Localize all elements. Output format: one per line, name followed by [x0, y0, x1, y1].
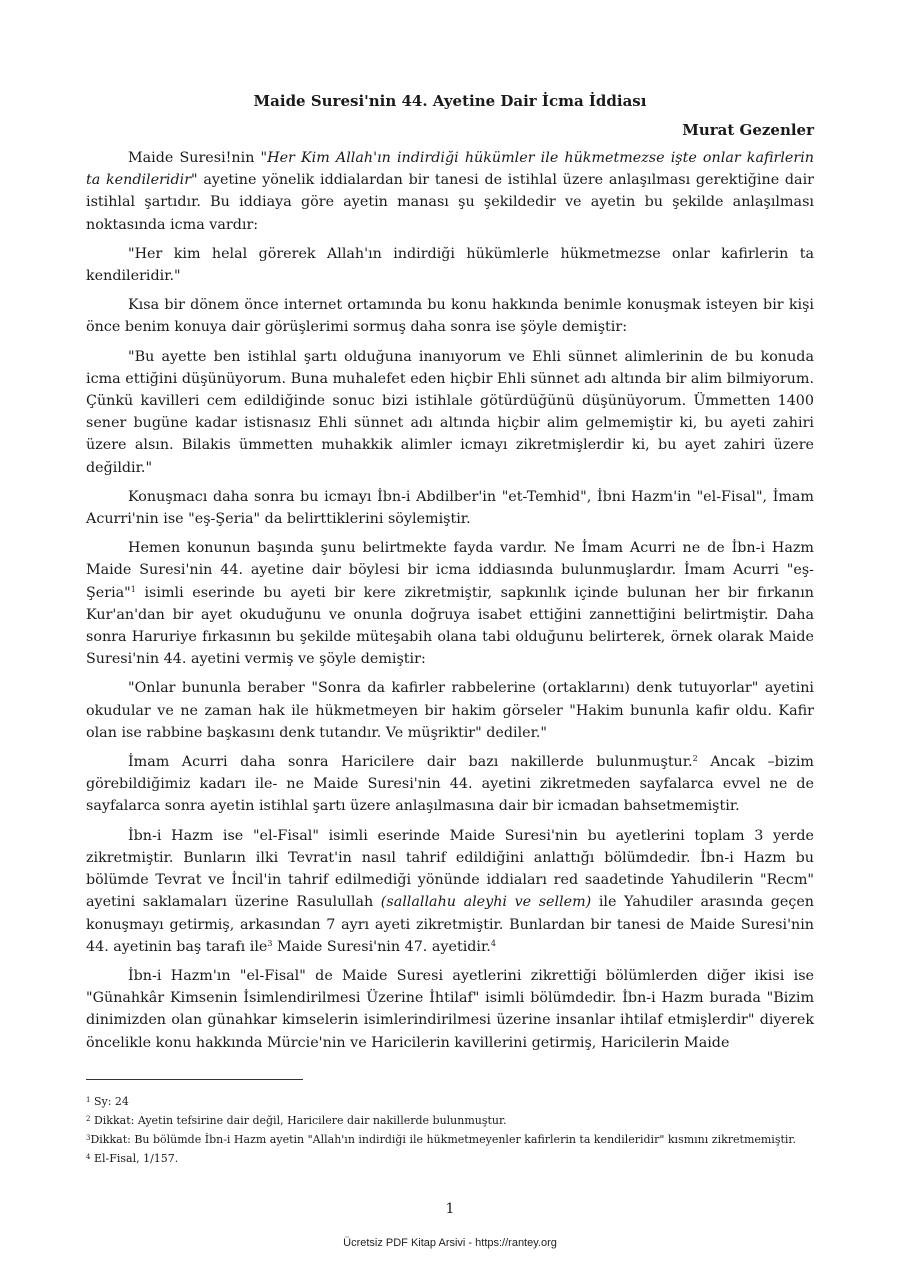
author-name: Murat Gezenler [682, 121, 814, 139]
footnote-2: $^2$ Dikkat: Ayetin tefsirine dair değil, Haricilere dair nakillerde bulunmuştur. [86, 1114, 507, 1127]
page-number: 1 [445, 1201, 455, 1217]
paragraph-4: "Bu ayette ben istihlal şartı olduğuna inanıyorum ve Ehli sünnet alimlerinin de bu konuda icma ettiğini düşünüyorum. Buna muhalefet eden hiçbir Ehli sünnet adı altında bir alim bilmiyorum. Çünkü kavilleri cem edildiğinde sonuc bizi istihlale götürdüğünü düşünüyorum. Ümmetten 1400 sener bugüne kadar istisnasız Ehli sünnet adı altında hiçbir alim gelmemiştir ki, bu ayeti zahiri üzere alsın. Bilakis ümmetten muhakkik alimler icmayı zikretmişlerdir ki, bu ayet zahiri üzere değildir." [86, 348, 814, 476]
footnote-4: $^4$ El-Fisal, 1/157. [86, 1152, 179, 1165]
body-text [86, 147, 814, 1061]
source-footer: Ücretsiz PDF Kitap Arsivi - https://rantey.org [343, 1237, 557, 1249]
quoted-verse: "Her Kim Allah'ın indirdiği hükümler ile hükmetmezse işte onlar kafirlerin ta kendileridir" [86, 150, 814, 189]
footnote-ref-1[interactable]: 1 [130, 584, 136, 594]
footnote-ref-4[interactable]: 4 [490, 938, 496, 948]
paragraph-10: İbn-i Hazm'ın "el-Fisal" de Maide Suresi ayetlerini zikrettiği bölümlerden diğer ikisi ise "Günahkâr Kimsenin İsimlendirilmesi Üzerine İhtilaf" isimli bölümdedir. İbn-i Hazm burada "Bizim dinimizden olan günahkar kimselerin isimlerindirilmesi üzerine insanlar ihtilaf etmişlerdir" diyerek öncelikle konu hakkında Mürcie'nin ve Haricilerin kavillerini getirmiş, Haricilerin Maide [86, 967, 814, 1051]
paragraph-5: Konuşmacı daha sonra bu icmayı İbn-i Abdilber'in "et-Temhid", İbni Hazm'in "el-Fisal", İmam Acurri'nin ise "eş-Şeria" da belirttiklerini söylemiştir. [86, 488, 814, 528]
paragraph-1: Maide Suresi!nin "Her Kim Allah'ın indirdiği hükümler ile hükmetmezse işte onlar kafirlerin ta kendileridir" ayetine yönelik iddialardan bir tanesi de istihlal üzere anlaşılması gerektiğine dair istihlal şartıdır. Bu iddiaya göre ayetin manası şu şekildedir ve ayetin bu şekilde anlaşılması noktasında icma vardır: [86, 150, 814, 233]
paragraph-9: İbn-i Hazm ise "el-Fisal" isimli eserinde Maide Suresi'nin bu ayetlerini toplam 3 yerde zikretmiştir. Bunların ilki Tevrat'in nasıl tahrif edildiğini anlattığı bölümdedir. İbn-i Hazm bu bölümde Tevrat ve İncil'in tahrif edilmediği yönünde iddiaları red saadetinde Yahudilerin "Recm" ayetini saklamaları üzerine Rasulullah (sallallahu aleyhi ve sellem) ile Yahudiler arasında geçen konuşmayı getirmiş, arkasından 7 ayrı ayeti zikretmiştir. Bunlardan bir tanesi de Maide Suresi'nin 44. ayetinin baş tarafı ile$^3$ Maide Suresi'nin 47. ayetidir.$^4$ [86, 827, 814, 955]
document-title: Maide Suresi'nin 44. Ayetine Dair İcma İddiası [253, 92, 647, 110]
footnotes [86, 1094, 814, 1170]
paragraph-3: Kısa bir dönem önce internet ortamında bu konu hakkında benimle konuşmak isteyen bir kişi önce benim konuya dair görüşlerimi sormuş daha sonra ise şöyle demiştir: [86, 297, 814, 336]
footnote-3: $^3$Dikkat: Bu bölümde İbn-i Hazm ayetin "Allah'ın indirdiği ile hükmetmeyenler kafirlerin ta kendileridir" kısmını zikretmemiştir. [86, 1133, 796, 1146]
footnote-ref-2[interactable]: 2 [692, 754, 698, 764]
paragraph-6: Hemen konunun başında şunu belirtmekte fayda vardır. Ne İmam Acurri ne de İbn-i Hazm Maide Suresi'nin 44. ayetine dair böylesi bir icma iddiasında bulunmuşlardır. İmam Acurri "eş-Şeria"$^1$ isimli eserinde bu ayeti bir kere zikretmiştir, sapkınlık içinde bulunan her bir fırkanın Kur'an'dan bir ayet okuduğunu ve onunla doğruya isabet ettiğini zannettiğini belirtmiştir. Daha sonra Haruriye fırkasının bu şekilde müteşabih olana tabi olduğunu belirterek, örnek olarak Maide Suresi'nin 44. ayetini vermiş ve şöyle demiştir: [86, 540, 814, 668]
paragraph-2: "Her kim helal görerek Allah'ın indirdiği hükümlerle hükmetmezse onlar kafirlerin ta kendileridir." [86, 245, 814, 285]
paragraph-7: "Onlar bununla beraber "Sonra da kafirler rabbelerine (ortaklarını) denk tutuyorlar" ayetini okudular ve ne zaman hak ile hükmetmeyen bir hakim görseler "Hakim bununla kafir oldu. Kafir olan ise rabbine başkasını denk tutandır. Ve müşriktir" dediler." [86, 680, 814, 741]
footnote-1: $^1$ Sy: 24 [86, 1095, 129, 1108]
paragraph-8: İmam Acurri daha sonra Haricilere dair bazı nakillerde bulunmuştur.$^2$ Ancak –bizim görebildiğimiz kadarı ile- ne Maide Suresi'nin 44. ayetini zikretmeden sayfalarca evvel ne de sayfalarca sonra ayetin istihlal şartı üzere anlaşılmasına dair bir icmadan bahsetmemiştir. [86, 754, 814, 815]
footnote-divider [86, 1079, 303, 1080]
footnote-ref-3[interactable]: 3 [267, 938, 273, 948]
salutation-italic: (sallallahu aleyhi ve sellem) [380, 894, 592, 911]
